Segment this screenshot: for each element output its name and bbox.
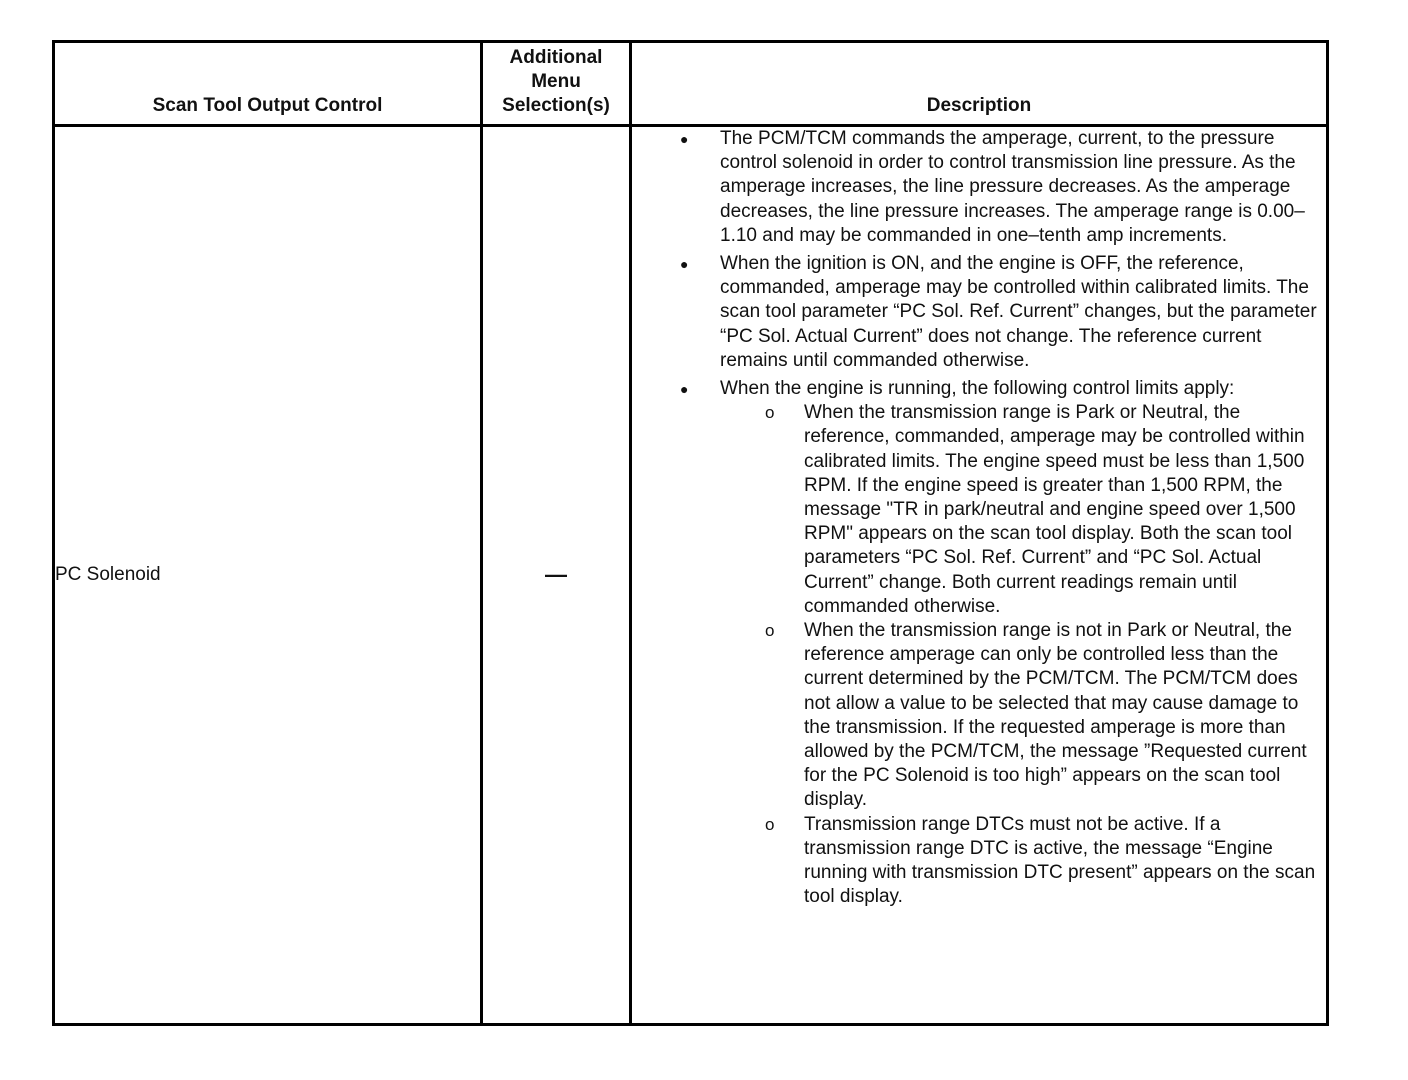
sub-bullet-text: When the transmission range is not in Park or Neutral, the reference amperage can only be controlled less than the current determined by the PCM/TCM. The PCM/TCM does not allow a value to be selected that may cause damage to the transmission. If the requested amperage is more than allowed by the PCM/TCM, the message ”Requested current for the PC Solenoid is too high” appears on the scan tool display. (804, 620, 1307, 811)
description-list (632, 127, 1326, 910)
header-additional-menu-selections (482, 42, 631, 126)
circle-bullet-icon: o (765, 403, 775, 423)
circle-bullet-icon: o (765, 814, 775, 834)
bullet-icon: ● (680, 131, 689, 147)
bullet-text: The PCM/TCM commands the amperage, current, to the pressure control solenoid in order to control transmission line pressure. As the amperage increases, the line pressure decreases. As the amperage decreases, the line pressure increases. The amperage range is 0.00–1.10 and may be commanded in one–tenth amp increments. (720, 128, 1305, 246)
bullet-text: When the engine is running, the following control limits apply: (720, 378, 1235, 400)
bullet-icon: ● (680, 381, 689, 398)
sub-bullet-text: Transmission range DTCs must not be active. If a transmission range DTC is active, the message “Engine running with transmission DTC present” appears on the scan tool display. (804, 813, 1316, 908)
header-scan-tool-output-control: Scan Tool Output Control (54, 42, 482, 126)
sub-list (720, 401, 1326, 909)
table-row (54, 126, 1328, 1025)
circle-bullet-icon: o (765, 621, 775, 641)
description-bullet (632, 377, 1326, 909)
description-cell (631, 126, 1328, 1025)
bullet-icon: ● (680, 256, 689, 273)
output-control-table (52, 40, 1329, 1026)
control-name: PC Solenoid (54, 126, 482, 1025)
header-menu-line-2: Menu (531, 71, 581, 92)
bullet-text: When the ignition is ON, and the engine is OFF, the reference, commanded, amperage may be controlled within calibrated limits. The scan tool parameter “PC Sol. Ref. Current” changes, but the parameter “PC Sol. Actual Current” does not change. The reference current remains until commanded otherwise. (720, 253, 1317, 371)
sub-bullet (719, 401, 1326, 619)
sub-bullet-text: When the transmission range is Park or Neutral, the reference, commanded, amperage may be controlled within calibrated limits. The engine speed must be less than 1,500 RPM. If the engine speed is greater than 1,500 RPM, the message "TR in park/neutral and engine speed over 1,500 RPM" appears on the scan tool display. Both the scan tool parameters “PC Sol. Ref. Current” and “PC Sol. Actual Current” change. Both current readings remain until commanded otherwise. (804, 402, 1305, 617)
menu-selection: — (482, 126, 631, 1025)
sub-bullet (719, 619, 1326, 813)
header-description: Description (631, 42, 1328, 126)
header-menu-line-1: Additional (509, 47, 603, 68)
description-bullet (632, 252, 1326, 373)
description-bullet (632, 127, 1326, 248)
header-menu-line-3: Selection(s) (502, 95, 610, 116)
header-row (54, 42, 1328, 126)
sub-bullet (719, 813, 1326, 910)
